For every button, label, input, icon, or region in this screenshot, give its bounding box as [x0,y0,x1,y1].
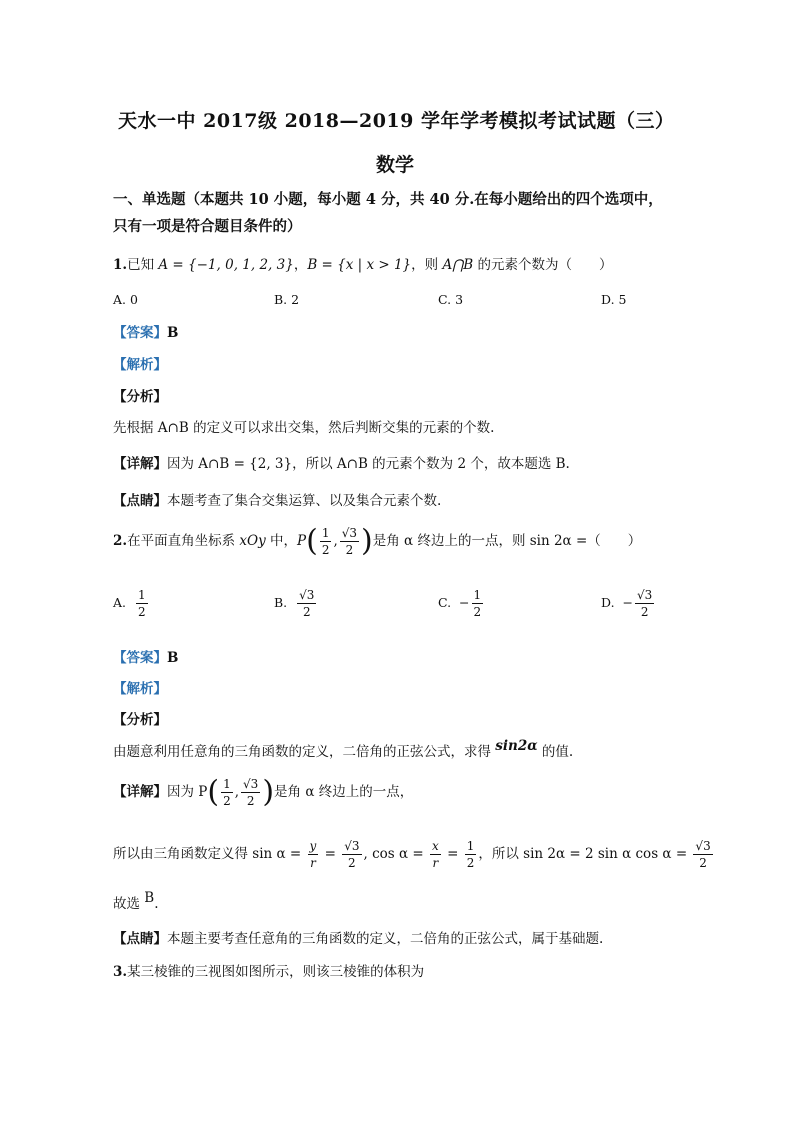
q1-set-a: A = {−1, 0, 1, 2, 3} [158,257,294,273]
q2-stem-c: 是角 α 终边上的一点，则 sin 2α =（ ） [372,533,642,549]
q1-stem-a: 已知 [127,257,159,273]
left-paren: ( [306,523,318,559]
question-number: 1. [113,257,128,273]
subject-title: 数学 [376,154,415,176]
q2-option-c: C. − $\frac{1}{2}$ [438,588,482,619]
q1-option-b: B. 2 [274,292,300,307]
q1-stem-c: ，则 [411,257,443,273]
q1-expr: A⋂B [442,257,474,273]
q2-comment: 本题主要考查任意角的三角函数的定义，二倍角的正弦公式，属于基础题. [167,931,604,947]
right-paren: ) [361,523,373,559]
fraction-x: $\frac{1}{2}$ [321,526,330,557]
section-heading-line2: 只有一项是符合题目条件的） [113,218,302,235]
question-number: 2. [113,533,128,549]
q1-fenxi-tag: 【分析】 [113,389,167,405]
question-1-stem [113,253,613,273]
q1-stem-d: 的元素个数为（ ） [473,257,613,273]
q2-detail-line: 【详解】因为 P( $\frac{1}{2}$ , $\frac{√3}{2}$ )是角 α 终边上的一点， [113,774,414,810]
q1-detail-line [113,452,570,472]
q2-fenxi-expr: sin2α [495,738,538,754]
fraction: $\frac{1}{2}$ [473,588,482,619]
q2-comment-line [113,927,603,947]
q2-derivation-line: 所以由三角函数定义得 sin α = $\frac{y}{r}$ = $\frac{√3}{2}$ , cos α = $\frac{x}{r}$ = $\frac{1}{2}$ ，所以 sin 2α = 2 sin α cos α = $\frac{√3}{2}$ [113,839,711,870]
q1-answer-line [113,321,178,341]
fraction: $\frac{√3}{2}$ [344,839,360,870]
q2-stem-b: 中， [265,533,297,549]
q1-comment-line [113,489,441,509]
fraction: $\frac{y}{r}$ [309,839,317,870]
section-heading-line1: 一、单选题（本题共 10 小题，每小题 4 分，共 40 分.在每小题给出的四个选项中， [113,191,663,208]
left-paren: ( [207,774,220,810]
q1-set-b: B = {x | x > 1} [307,257,412,273]
q1-analysis-tag: 【解析】 [113,357,167,373]
comment-tag: 【点睛】 [113,493,167,509]
fraction: $\frac{√3}{2}$ [695,839,711,870]
q1-comment: 本题考查了集合交集运算、以及集合元素个数. [167,493,442,509]
q1-option-d: D. 5 [601,292,627,307]
fraction-y: $\frac{√3}{2}$ [243,777,259,808]
page-title: 天水一中 2017级 2018—2019 学年学考模拟考试试题（三） [118,110,675,132]
q1-option-c: C. 3 [438,292,464,307]
question-3-stem: 3.某三棱锥的三视图如图所示，则该三棱锥的体积为 [113,964,425,980]
q2-fenxi-line: 由题意利用任意角的三角函数的定义，二倍角的正弦公式，求得 sin2α 的值. [113,738,574,760]
q2-answer: B [167,650,179,666]
detail-tag: 【详解】 [113,784,167,800]
fraction: $\frac{1}{2}$ [137,588,146,619]
q2-fenxi-tag: 【分析】 [113,712,167,728]
q1-fenxi-text: 先根据 A∩B 的定义可以求出交集，然后判断交集的元素的个数. [113,420,495,436]
q2-point: P [297,533,307,549]
q2-answer-line [113,646,178,666]
comment-tag: 【点睛】 [113,931,167,947]
fraction: $\frac{1}{2}$ [466,839,475,870]
answer-tag: 【答案】 [113,650,167,666]
q2-stem-a: 在平面直角坐标系 [127,533,240,549]
q2-option-a: A. $\frac{1}{2}$ [113,588,146,619]
right-paren: ) [262,774,275,810]
q2-analysis-tag: 【解析】 [113,681,167,697]
q2-option-b: B. $\frac{√3}{2}$ [274,588,315,619]
detail-tag: 【详解】 [113,456,167,472]
q2-coord: xOy [239,533,266,549]
question-2-stem: 2.在平面直角坐标系 xOy 中，P( $\frac{1}{2}$ , $\frac{√3}{2}$ )是角 α 终边上的一点，则 sin 2α =（ ） [113,523,642,559]
q1-option-a: A. 0 [113,292,138,307]
fraction: $\frac{√3}{2}$ [637,588,653,619]
fraction-y: $\frac{√3}{2}$ [341,526,358,557]
q1-detail: 因为 A∩B = {2, 3}，所以 A∩B 的元素个数为 2 个，故本题选 B. [167,456,570,472]
answer-tag: 【答案】 [113,325,167,341]
fraction-x: $\frac{1}{2}$ [223,777,231,808]
q2-conclusion: 故选 B. [113,890,159,912]
q2-option-d: D. − $\frac{√3}{2}$ [601,588,653,619]
fraction: $\frac{√3}{2}$ [299,588,315,619]
q1-stem-b: ， [293,257,308,273]
q1-answer: B [167,325,179,341]
question-number: 3. [113,964,128,980]
fraction: $\frac{x}{r}$ [432,839,439,870]
